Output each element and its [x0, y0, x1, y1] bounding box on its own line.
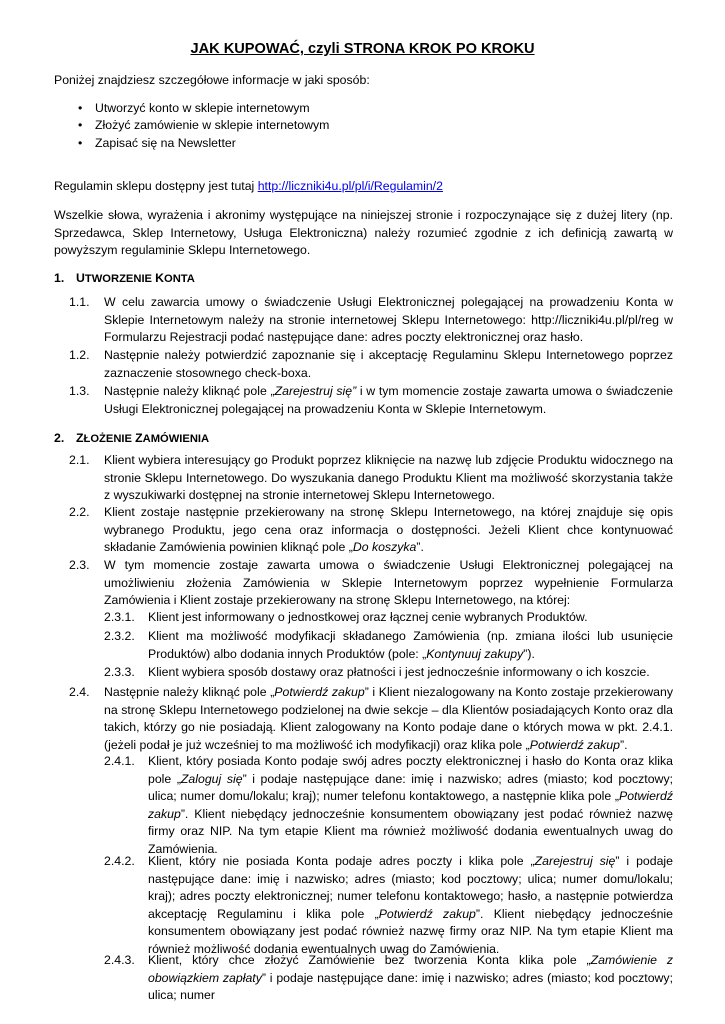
bullet-icon: •: [78, 135, 83, 150]
bullet-icon: •: [78, 118, 83, 133]
regulamin-paragraph: Regulamin sklepu dostępny jest tutaj http://liczniki4u.pl/pl/i/Regulamin/2: [54, 179, 443, 193]
list-item-1-2: 1.2. Następnie należy potwierdzić zapoznanie się i akceptację Regulaminu Sklepu Internetowego poprzez zaznaczenie stosownego check-boxa.: [69, 348, 673, 380]
list-item: • Utworzyć konto w sklepie internetowym: [54, 100, 654, 117]
list-item-2-4-3: 2.4.3. Klient, który chce złożyć Zamówienie bez tworzenia Konta klika pole „Zamówienie z obowiązkiem zapłaty” i podaje następujące dane: imię i nazwisko; adres (miasto; kod pocztowy; ulica; numer: [104, 953, 674, 1003]
list-item-2-4-1: 2.4.1. Klient, który posiada Konto podaje swój adres poczty elektronicznej i hasło do Konta oraz klika pole „Zaloguj się” i podaje następujące dane: imię i nazwisko; adres (miasto; kod pocztowy; ulica; numer domu/lokalu; kraj); numer telefonu kontaktowego, a następnie klika pole „Potwierdź zakup”. Klient niebędący jednocześnie konsumentem obowiązany jest podać również nazwę firmy oraz NIP. Na tym etapie Klient ma również możliwość dodania ewentualnych uwag do Zamówienia.: [104, 754, 674, 856]
list-item-2-4: 2.4. Następnie należy kliknąć pole „Potwierdź zakup” i Klient niezalogowany na Konto zostaje przekierowany na stronę Sklepu Internetowego podzielonej na dwie sekcje – dla Klientów posiadających Konto oraz dla takich, którzy go nie posiadają. Klient zalogowany na Konto podaje dane o których mowa w pkt. 2.4.1. (jeżeli podał je już wcześniej to ma możliwość ich modyfikacji) oraz klika pole „Potwierdź zakup”.: [69, 685, 673, 752]
definitions-paragraph: Wszelkie słowa, wyrażenia i akronimy występujące na niniejszej stronie i rozpoczynające się z dużej litery (np. Sprzedawca, Sklep Internetowy, Usługa Elektroniczna) należy rozumieć zgodnie z ich definicją zawartą w powyższym regulaminie Sklepu Internetowego.: [54, 208, 673, 257]
list-item: • Zapisać się na Newsletter: [54, 135, 654, 152]
list-item-2-2: 2.2. Klient zostaje następnie przekierowany na stronę Sklepu Internetowego, na której znajduje się opis wybranego Produktu, jego cena oraz informacja o dostępności. Jeżeli Klient chce kontynuować składanie Zamówienia powinien kliknąć pole „Do koszyka”.: [69, 505, 673, 555]
page-title: JAK KUPOWAĆ, czyli STRONA KROK PO KROKU: [190, 41, 535, 57]
list-item-2-4-2: 2.4.2. Klient, który nie posiada Konta podaje adres poczty i klika pole „Zarejestruj się” i podaje następujące dane: imię i nazwisko; adres (miasto; kod pocztowy; ulica; numer domu/lokalu; kraj); adres poczty elektronicznej; numer telefonu kontaktowego; hasło, a następnie potwierdza akceptację Regulaminu i klika pole „Potwierdź zakup”. Klient niebędący jednocześnie konsumentem obowiązany jest podać również nazwę firmy oraz NIP. Na tym etapie Klient ma również możliwość dodania ewentualnych uwag do Zamówienia.: [104, 854, 673, 956]
regulamin-link[interactable]: http://liczniki4u.pl/pl/i/Regulamin/2: [257, 179, 443, 193]
list-item: • Złożyć zamówienie w sklepie internetowym: [54, 117, 654, 134]
list-item-2-3-1: 2.3.1. Klient jest informowany o jednostkowej oraz łącznej cenie wybranych Produktów.: [104, 610, 588, 624]
section-heading-1: 1. UTWORZENIE KONTA: [54, 271, 195, 285]
list-item-2-3-2: 2.3.2. Klient ma możliwość modyfikacji składanego Zamówienia (np. zmiana ilości lub usunięcie Produktów) albo dodania innych Produktów (pole: „Kontynuuj zakupy”).: [104, 629, 673, 661]
bullet-icon: •: [78, 101, 83, 115]
list-item-2-3-3: 2.3.3. Klient wybiera sposób dostawy oraz płatności i jest jednocześnie informowany o ich koszcie.: [104, 665, 650, 679]
intro-paragraph: Poniżej znajdziesz szczegółowe informacje w jaki sposób:: [54, 73, 370, 87]
list-item-2-3: 2.3. W tym momencie zostaje zawarta umowa o świadczenie Usługi Elektronicznej polegającej na umożliwieniu złożenia Zamówienia w Sklepie Internetowym poprzez wypełnienie Formularza Zamówienia i Klient zostaje przekierowany na stronę Sklepu Internetowego, na której:: [69, 558, 673, 608]
list-item-1-3: 1.3. Następnie należy kliknąć pole „Zarejestruj się” i w tym momencie zostaje zawarta umowa o świadczenie Usługi Elektronicznej polegającej na prowadzeniu Konta w Sklepie Internetowym.: [69, 384, 673, 416]
list-item-1-1: 1.1. W celu zawarcia umowy o świadczenie Usługi Elektronicznej polegającej na prowadzeniu Konta w Sklepie Internetowym należy na stronie internetowej Sklepu Internetowego: http://liczniki4u.pl/pl/reg w Formularzu Rejestracji podać następujące dane: adres poczty elektronicznej oraz hasło.: [69, 295, 673, 345]
list-item-2-1: 2.1. Klient wybiera interesujący go Produkt poprzez kliknięcie na nazwę lub zdjęcie Produktu widocznego na stronie Sklepu Internetowego. Do wyszukania danego Produktu Klient ma możliwość skorzystania także z wyszukiwarki dostępnej na stronie internetowej Sklepu Internetowego.: [69, 453, 673, 503]
section-heading-2: 2. ZŁOŻENIE ZAMÓWIENIA: [54, 431, 210, 445]
bullet-list: [54, 100, 654, 152]
